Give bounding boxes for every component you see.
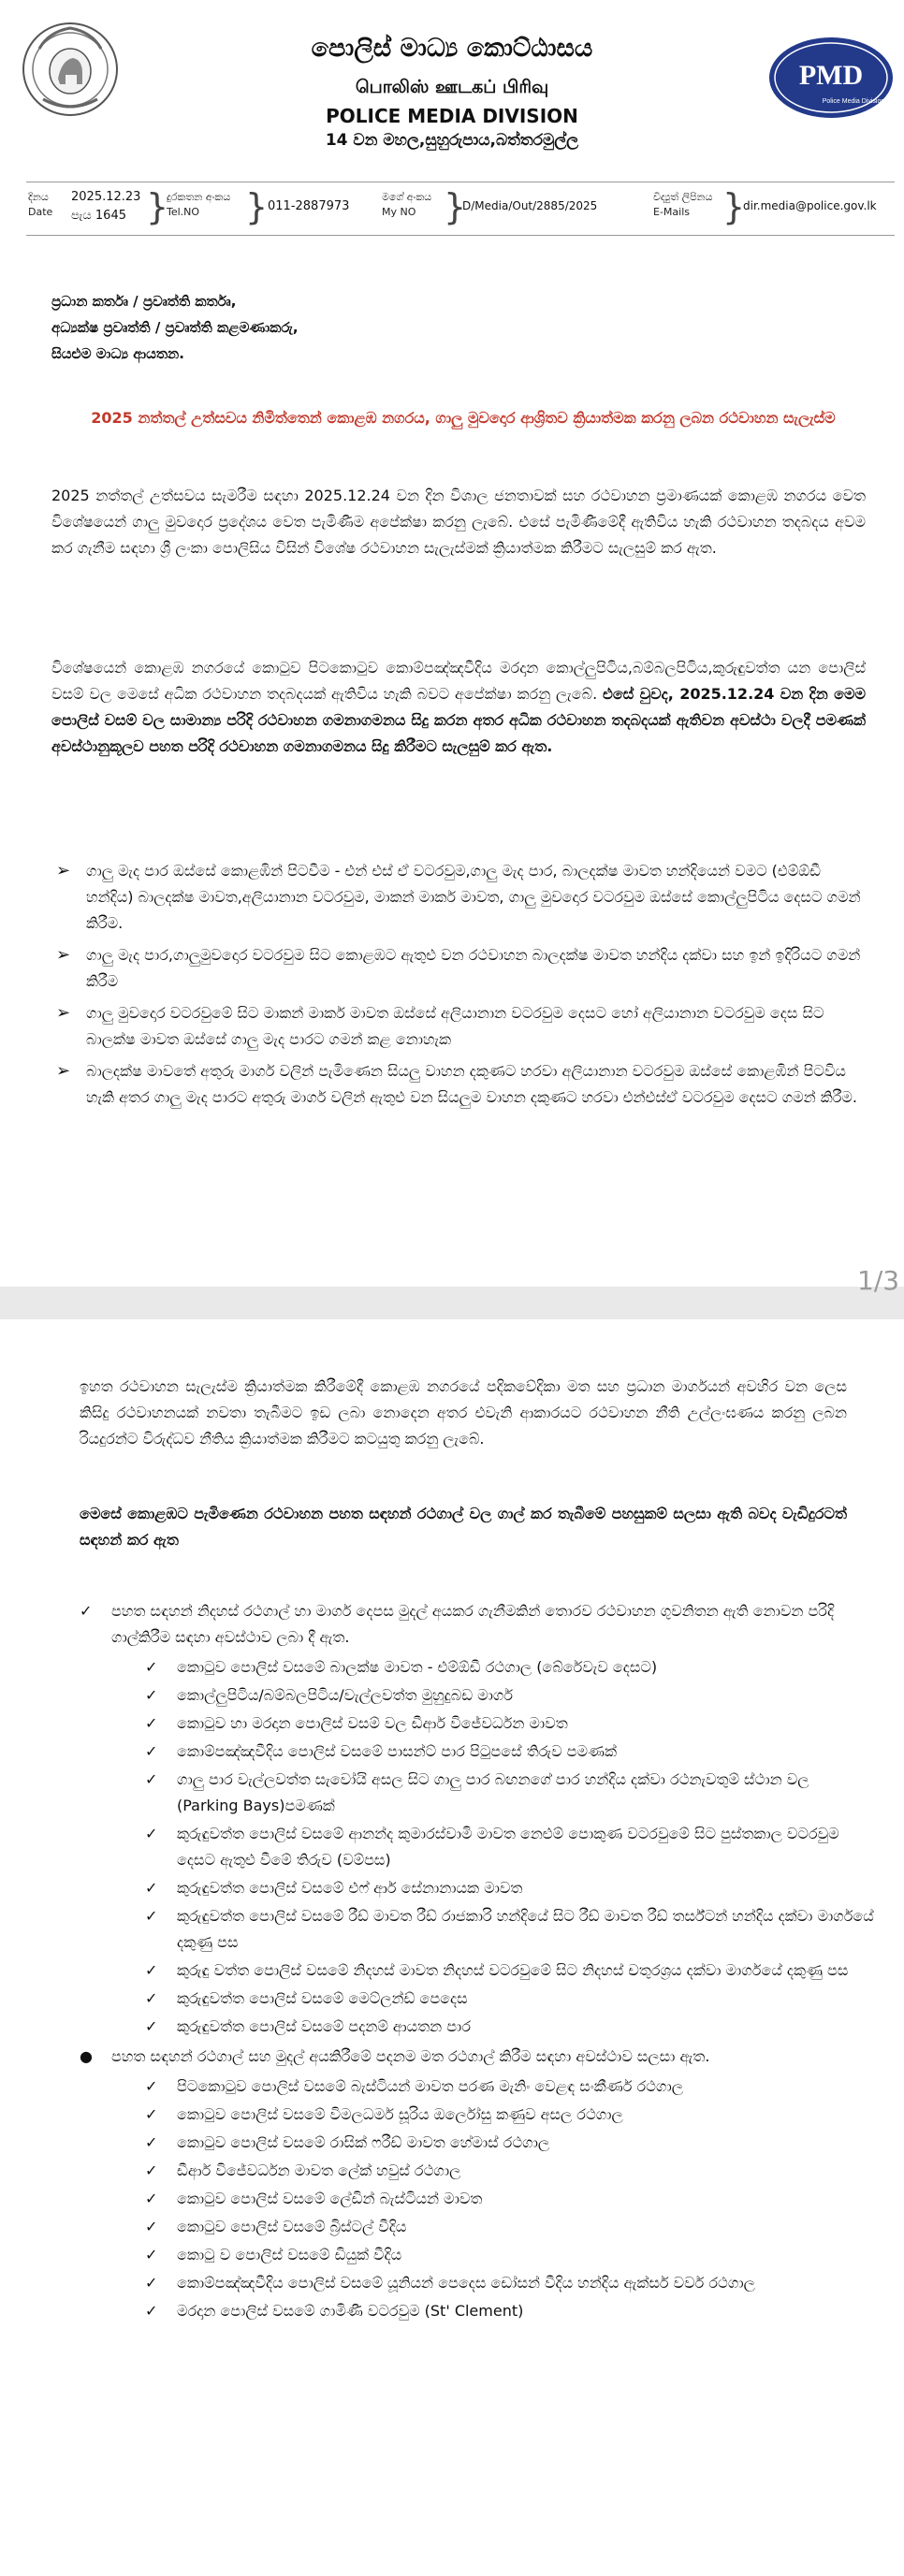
list-item: ✓ කොටුව හා මරදාන පොලිස් වසම් වල ඩීආර් විජේවර්ධන මාවත (145, 1710, 875, 1737)
title-tamil: பொலிஸ் ஊடகப் பிரிவு (355, 77, 549, 97)
my-no-label-si: මගේ අංකය (382, 191, 432, 203)
list-item: ✓ පිටකොටුව පොලිස් වසමේ බැස්ටියන් මාවත පරණ මැනිං වෙළඳ සංකීර්ණ රථගාල (145, 2074, 875, 2100)
check-bullet-icon: ✓ (145, 2133, 158, 2151)
arrow-bullet-icon: ➢ (56, 1061, 71, 1081)
list-item: ✓ කුරුඳුවත්ත පොලිස් වසමේ එෆ් ආර් සේනානායක මාවත (145, 1875, 875, 1901)
list-item: ✓ කොටුව පොලිස් වසමේ රාසික් ෆරීඩ් මාවත හේමාස් රථගාල (145, 2130, 875, 2156)
list-item: ✓ මරදාන පොලිස් වසමේ ගාමිණී වටරවුම (St' Clement) (145, 2298, 875, 2324)
list-item: ➢ ගාලු මැද පාර,ගාලුමුවදොර වටරවුම සිට කොළඹට ඇතුළු වන රථවාහන බාලදක්ෂ මාවත හන්දිය දක්වා සහ ඉන් ඉදිරියට ගමන් කිරීම (56, 942, 870, 995)
date-cell: දිනය Date 2025.12.23 පැය 1645 } (28, 186, 169, 227)
addressee-line: සියළුම මාධ්‍ය ආයතන. (51, 345, 184, 362)
my-no-value: D/Media/Out/2885/2025 (462, 199, 598, 212)
subject-heading: 2025 නත්තල් උත්සවය නිමිත්තෙන් කොළඹ නගරය, ගාලු මුවදොර ආශ්‍රිතව ක්‍රියාත්මක කරනු ලබන රථවාහන සැලැස්ම (91, 409, 836, 427)
parking-list (80, 1598, 875, 2326)
arrow-bullet-icon: ➢ (56, 861, 71, 880)
check-bullet-icon: ✓ (145, 1770, 158, 1788)
paid-parking-group: ● පහත සඳහන් රථගාල් සහ මුදල් අයකිරීමේ පදනම මත රථගාල් කිරීම සඳහා අවස්ථාව සලසා ඇත. (80, 2044, 875, 2070)
page-number: 1/3 (857, 1265, 900, 1296)
list-item: ✓ කොටුව පොලිස් වසමේ ලේඩින් බැස්ටියන් මාවත (145, 2186, 875, 2212)
arrow-bullet-icon: ➢ (56, 1003, 71, 1023)
list-item: ✓ කොම්පඤ්ඤවීදිය පොලිස් වසමේ පාසන්ට් පාර පිටුපසේ තිරුව පමණක් (145, 1739, 875, 1765)
list-item: ✓ කුරුඳුවත්ත පොලිස් වසමේ පදනම් ආයතන පාර (145, 2014, 875, 2040)
check-bullet-icon: ✓ (145, 2218, 158, 2235)
list-item: ✓ කොම්පඤ්ඤවීදිය පොලිස් වසමේ යූනියන් පෙදෙස ඩෝසන් වීදිය හන්දිය ඇක්සර් වවර් රථගාල (145, 2270, 875, 2296)
tel-label-si: දුරකතන අංකය (167, 191, 231, 203)
list-item: ➢ ගාලු මැද පාර ඔස්සේ කොළඹින් පිටවීම - එන් එස් ඒ වටරවුම,ගාලු මැද පාර, බාලදක්ෂ මාවත හන්දියෙන් වමට (එම්ඕඩී හන්දිය) බාලදක්ෂ මාවත,අලියානාන වටරවුම, මාකන් මාකර් මාවත, ගාලු මුවදොර වටරවුම ඔස්සේ කොල්ලුපිටිය දෙසට ගමන් කිරීම. (56, 858, 870, 937)
date-label-si: දිනය (28, 191, 49, 203)
list-item: ✓ කුරුඳුවත්ත පොලිස් වසමේ ආනන්ද කුමාරස්වාමි මාවත නෙළුම් පොකුණ වටරවුමේ සිට පුස්තකාල වටරවුම දෙසට ඇතුළු වීමේ තිරුව (වම්පස) (145, 1821, 875, 1873)
pmd-logo-text: PMD (798, 60, 864, 91)
office-address: 14 වන මහල,සුහුරුපාය,බත්තරමුල්ල (325, 131, 579, 150)
paragraph-2 (51, 655, 866, 760)
check-bullet-icon: ✓ (145, 1879, 158, 1897)
check-bullet-icon: ✓ (145, 2246, 158, 2263)
my-no-label-en: My NO (382, 206, 416, 218)
list-item: ✓ කුරුඳු වත්ත පොලිස් වසමේ නිදහස් මාවත නිදහස් වටරවුමේ සිට නිදහස් චතුරශ්‍රය දක්වා මාර්ගයේ දකුණු පස (145, 1957, 875, 1984)
addressee-line: ප්‍රධාන කර්තෘ / ප්‍රවෘත්ති කර්තෘ, (51, 293, 237, 310)
paragraph-1: 2025 නත්තල් උත්සවය සැමරීම සඳහා 2025.12.24 වන දින විශාල ජනතාවක් සහ රථවාහන ප්‍රමාණයක් කොළඹ නගරය වෙත විශේෂයෙන් ගාලු මුවදොර ප්‍රදේශය වෙත පැමිණීම අපේක්ෂා කරනු ලැබේ. එසේ පැමිණීමේදී ඇතිවිය හැකි රථවාහන තදබදය අවම කර ගැනීම සඳහා ශ්‍රී ලංකා පොලිසිය විසින් විශේෂ රථවාහන සැලැස්මක් ක්‍රියාත්මක කිරීමට සැලසුම් කර ඇත. (51, 487, 866, 557)
check-bullet-icon: ✓ (145, 2017, 158, 2035)
check-bullet-icon: ✓ (145, 1825, 158, 1842)
check-bullet-icon: ✓ (145, 1686, 158, 1704)
email-label-en: E-Mails (653, 206, 690, 218)
check-bullet-icon: ✓ (145, 2105, 158, 2123)
check-bullet-icon: ✓ (145, 2274, 158, 2292)
my-no-cell: මගේ අංකය My NO } D/Media/Out/2885/2025 (382, 186, 598, 227)
check-bullet-icon: ✓ (145, 1907, 158, 1925)
tel-label-en: Tel.NO (167, 206, 200, 218)
pmd-logo-subtext: Police Media Division (822, 98, 885, 105)
check-bullet-icon: ✓ (145, 1742, 158, 1760)
date-value: 2025.12.23 (71, 190, 141, 204)
list-item: ✓ කොටු ව පොලිස් වසමේ ඩියුක් වීදිය (145, 2242, 875, 2268)
arrow-bullet-icon: ➢ (56, 945, 71, 965)
list-item: ✓ කොටුව පොලිස් වසමේ විමලධර්ම සූරිය ඔර්ලෝසු කණුව අසල රථගාල (145, 2102, 875, 2128)
list-item: ✓ කොටුව පොලිස් වසමේ බ්‍රිස්ටල් වීදිය (145, 2214, 875, 2240)
time-value: පැය 1645 (71, 209, 126, 223)
paragraph-2-bold: එසේ වුවද, 2025.12.24 වන දින මෙම පොලිස් වසම් වල සාමාන්‍ය පරිදි රථවාහන ගමනාගමනය සිදු කරන අතර අධික රථවාහන තදබදයක් ඇතිවන අවස්ථා වලදී පමණක් අවස්ථානුකූලව පහත පරිදි රථවාහන ගමනාගමනය සිදු කිරීමට සැලසුම් කර ඇත. (51, 685, 866, 755)
traffic-plan-list (56, 858, 870, 1116)
pmd-logo (767, 36, 895, 120)
list-item: ✓ කුරුඳුවත්ත පොලිස් වසමේ රීඩ් මාවත රීඩ් රාජකාරි හන්දියේ සිට රීඩ් මාවත රීඩ් තර්ස්ටන් හන්දිය දක්වා මාර්ගයේ දකුණු පස (145, 1903, 875, 1956)
check-bullet-icon: ✓ (145, 1658, 158, 1676)
list-item: ✓ ඩීආර් විජේවර්ධන මාවත ලේක් හවුස් රථගාල (145, 2158, 875, 2184)
tel-cell: දුරකතන අංකය Tel.NO } 011-2887973 (167, 186, 350, 227)
list-item: ✓ ගාලු පාර වැල්ලවත්ත සැවෝයි අසල සිට ගාලු පාර බඟනගේ පාර හන්දිය දක්වා රථනැවතුම් ස්ථාන වල (Parking Bays)පමණක් (145, 1767, 875, 1819)
check-bullet-icon: ✓ (145, 2077, 158, 2095)
dot-bullet-icon: ● (80, 2047, 93, 2065)
paragraph-2-text: විශේෂයෙන් කොළඹ නගරයේ කොටුව පිටකොටුව කොම්පඤ්ඤවීදිය මරදාන කොල්ලුපිටිය,බම්බලපිටිය,කුරුඳුවත්ත යන පොලිස් වසම් වල මෙසේ අධික රථවාහන තදබදයක් ඇතිවිය හැකි බවට අපේක්ෂා කරනු ලැබේ. (51, 659, 866, 703)
page2-paragraph-1: ඉහත රථවාහන සැලැස්ම ක්‍රියාත්මක කිරීමේදී කොළඹ නගරයේ පදිකවේදිකා මත සහ ප්‍රධාන මාර්ගයන් අවහිර වන ලෙස කිසිදු රථවාහනයක් නවතා තැබීමට ඉඩ ලබා නොදෙන අතර එවැනි ආකාරයට රථවාහන නීති උල්ලංඝණය කරනු ලබන රියදුරන්ට විරුද්ධව නීතිය ක්‍රියාත්මක කිරීමට කටයුතු කරනු ලැබේ. (80, 1377, 847, 1448)
check-bullet-icon: ✓ (145, 1714, 158, 1732)
reference-info-row (26, 182, 895, 236)
check-bullet-icon: ✓ (145, 2302, 158, 2320)
check-bullet-icon: ✓ (145, 1961, 158, 1979)
list-item: ✓ කොල්ලුපිටිය/බම්බලපිටිය/වැල්ලවත්ත මුහුදුබඩ මාර්ග (145, 1682, 875, 1709)
list-item: ➢ බාලදක්ෂ මාවතේ අතුරු මාර්ග වලින් පැමිණෙන සියලු වාහන දකුණට හරවා අලියානාන වටරවුම ඔස්සේ කොළඹින් පිටවිය හැකි අතර ගාලු මැද පාරට අතුරු මාර්ග වලින් ඇතුළු වන සියලුම වාහන දකුණට හරවා එන්එස්ඒ වටරවුම දෙසට ගමන් කිරීම. (56, 1058, 870, 1111)
email-label-si: විද්‍යුත් ලිපිනය (653, 191, 713, 203)
addressee-line: අධ්‍යක්ෂ ප්‍රවෘත්ති / ප්‍රවෘත්ති කළමණාකරු, (51, 319, 299, 336)
list-item: ➢ ගාලු මුවදොර වටරවුමේ සිට මාකන් මාකර් මාවත ඔස්සේ අලියානාන වටරවුම දෙසට හෝ අලියානාන වටරවුම දෙස සිට බාලක්ෂ මාවත ඔස්සේ ගාලු මැද පාරට ගමන් කළ නොහැක (56, 1000, 870, 1053)
free-parking-group: ✓ පහත සඳහන් නිදහස් රථගාල් හා මාර්ග දෙපස මුදල් අයකර ගැනීමකින් තොරව රථවාහන ගුවනිතන ඇති නොවන පරිදි ගාල්කිරීම සඳහා අවස්ථාව ලබා දී ඇත. (80, 1598, 875, 1651)
title-english: POLICE MEDIA DIVISION (326, 105, 578, 127)
list-item: ✓ කොටුව පොලිස් වසමේ බාලක්ෂ මාවත - එම්ඕඩී රථගාල (බේරේවැව දෙසට) (145, 1654, 875, 1681)
email-value[interactable]: dir.media@police.gov.lk (743, 199, 877, 212)
check-bullet-icon: ✓ (80, 1602, 93, 1620)
check-bullet-icon: ✓ (145, 2161, 158, 2179)
email-cell: විද්‍යුත් ලිපිනය E-Mails } dir.media@police.gov.lk (653, 186, 877, 227)
check-bullet-icon: ✓ (145, 1989, 158, 2007)
parking-heading: මෙසේ කොළඹට පැමිණෙන රථවාහන පහත සඳහන් රථගාල් වල ගාල් කර තැබීමේ පහසුකම් සලසා ඇති බවද වැඩිදුරටත් සඳහන් කර ඇත (80, 1505, 847, 1549)
tel-value: 011-2887973 (268, 199, 350, 213)
list-item: ✓ කුරුඳුවත්ත පොලිස් වසමේ මෙට්ලන්ඩ් පෙදෙස (145, 1986, 875, 2012)
check-bullet-icon: ✓ (145, 2190, 158, 2207)
date-label-en: Date (28, 206, 53, 218)
title-sinhala: පොලිස් මාධ්‍ය කොට්ඨාසය (311, 34, 593, 63)
addressee-block (51, 288, 299, 367)
